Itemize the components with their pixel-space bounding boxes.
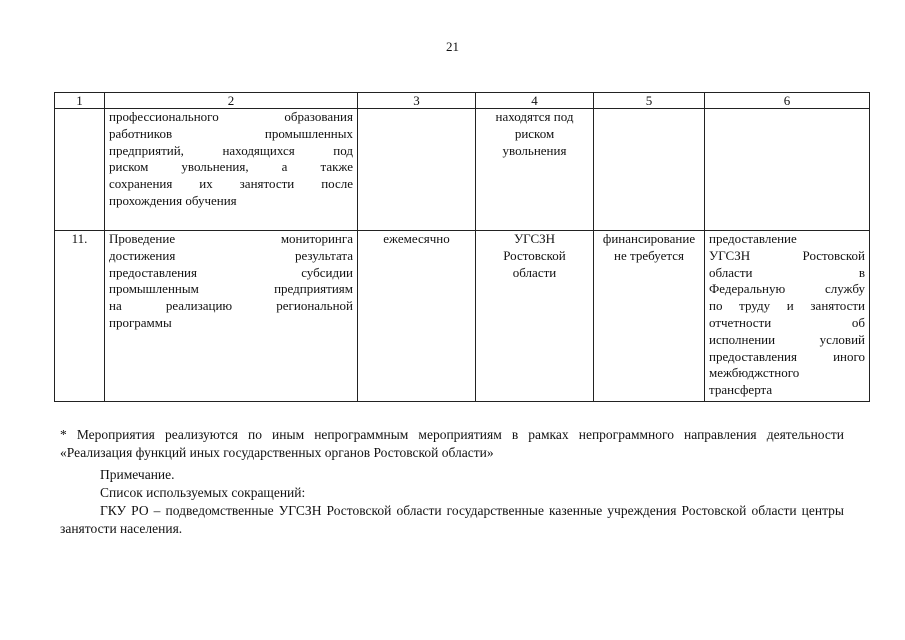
table-row — [55, 109, 870, 231]
cell-line: финансирование — [602, 231, 696, 246]
cell-line: исполнении условий — [709, 331, 865, 347]
cell-line: области — [512, 264, 557, 280]
header-col-5: 5 — [594, 93, 705, 109]
cell-line: Ростовской — [503, 247, 566, 263]
cell-line: Проведение мониторинга — [109, 231, 353, 246]
cell-line: риском — [514, 125, 555, 141]
cell-line: Федеральную службу — [709, 281, 865, 297]
table-header-row — [55, 93, 870, 109]
cell-line: не требуется — [614, 247, 684, 263]
cell-line: УГСЗН — [513, 231, 556, 246]
cell-line: трансферта — [709, 382, 773, 398]
cell-line: находятся под — [495, 109, 574, 124]
cell-line: работников промышленных — [109, 125, 353, 141]
header-col-6: 6 — [705, 93, 870, 109]
notes-section — [60, 466, 844, 538]
header-col-4: 4 — [476, 93, 594, 109]
cell-executor — [476, 231, 594, 402]
cell-description — [105, 231, 358, 402]
cell-number: 11. — [55, 231, 105, 402]
cell-deadline — [358, 109, 476, 231]
cell-line: предоставление — [709, 231, 797, 246]
cell-line: отчетности об — [709, 314, 865, 330]
cell-line: увольнения — [502, 142, 567, 158]
page-number: 21 — [446, 39, 459, 54]
cell-line: УГСЗН Ростовской — [709, 247, 865, 263]
cell-line: предоставления субсидии — [109, 264, 353, 280]
cell-line: промышленным предприятиям — [109, 281, 353, 297]
abbreviation-entry: ГКУ РО – подведомственные УГСЗН Ростовской области государственные казенные учреждения Ростовской области центры занятости населения. — [60, 503, 844, 536]
table-row — [55, 231, 870, 402]
cell-line: риском увольнения, а также — [109, 159, 353, 175]
header-col-3: 3 — [358, 93, 476, 109]
cell-line: межбюджстного — [709, 365, 800, 381]
cell-executor — [476, 109, 594, 231]
abbreviations-title: Список используемых сокращений: — [100, 485, 306, 500]
header-col-1: 1 — [55, 93, 105, 109]
cell-number — [55, 109, 105, 231]
cell-line: прохождения обучения — [109, 192, 237, 208]
cell-line: достижения результата — [109, 247, 353, 263]
measures-table — [54, 92, 870, 402]
cell-line: профессионального образования — [109, 109, 353, 124]
cell-description — [105, 109, 358, 231]
cell-line: на реализацию региональной — [109, 298, 353, 314]
cell-result — [705, 109, 870, 231]
cell-financing — [594, 231, 705, 402]
cell-result — [705, 231, 870, 402]
cell-line: сохранения их занятости после — [109, 176, 353, 192]
header-col-2: 2 — [105, 93, 358, 109]
cell-line: программы — [109, 314, 172, 330]
cell-line: области в — [709, 264, 865, 280]
cell-deadline: ежемесячно — [358, 231, 476, 402]
cell-financing — [594, 109, 705, 231]
cell-line: по труду и занятости — [709, 298, 865, 314]
footnote: * Мероприятия реализуются по иным непрограммным мероприятиям в рамках непрограммного направления деятельности «Реализация функций иных государственных органов Ростовской области» — [60, 427, 844, 460]
notes-title: Примечание. — [100, 467, 175, 482]
cell-line: предприятий, находящихся под — [109, 142, 353, 158]
cell-line: предоставления иного — [709, 348, 865, 364]
